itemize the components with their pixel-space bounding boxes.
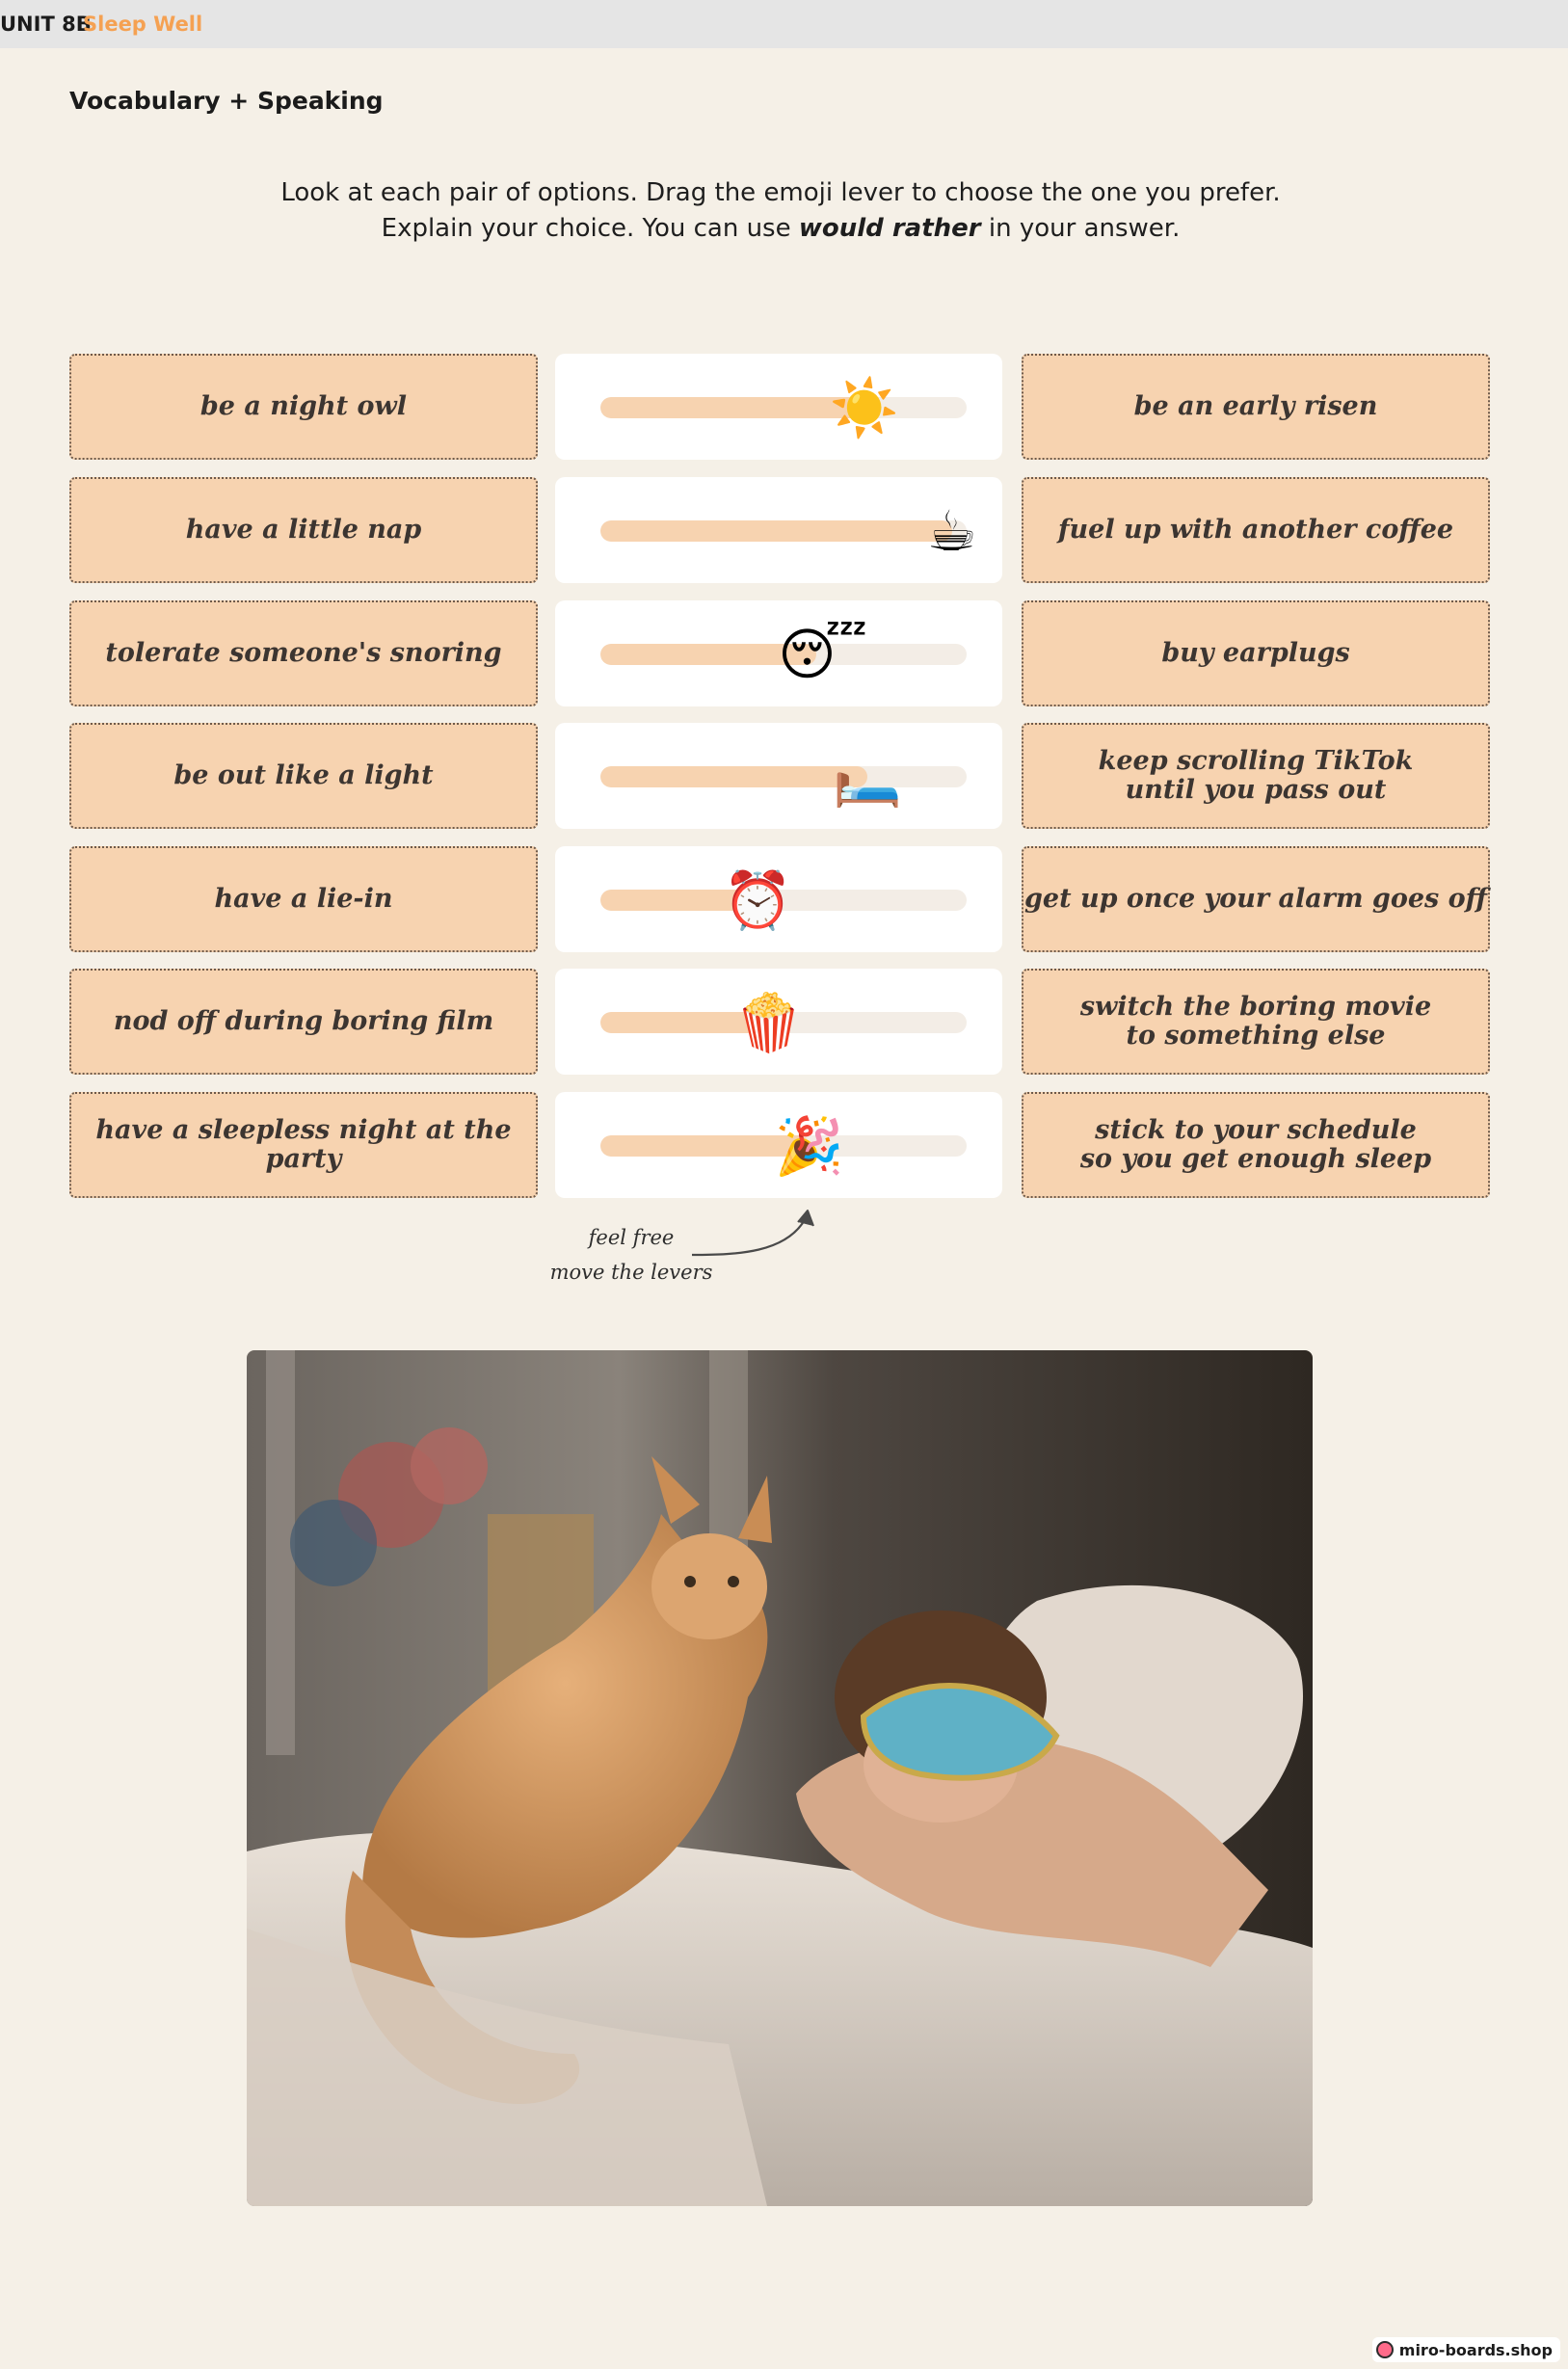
option-right-label: keep scrolling TikTok until you pass out — [1098, 746, 1414, 805]
emoji-lever[interactable] — [555, 1092, 1002, 1198]
instructions-text: Explain your choice. You can use — [381, 214, 799, 243]
coffee-icon[interactable]: ☕ — [926, 498, 977, 564]
curved-arrow-icon — [690, 1205, 815, 1263]
option-left-label: be out like a light — [173, 760, 434, 790]
option-left-label: tolerate someone's snoring — [105, 638, 502, 668]
option-left[interactable] — [69, 846, 538, 952]
lever-track[interactable] — [600, 397, 967, 418]
option-left[interactable] — [69, 969, 538, 1075]
hint-line-2: move the levers — [549, 1261, 713, 1284]
unit-label: UNIT 8B — [0, 13, 92, 36]
option-right-label: be an early risen — [1133, 391, 1378, 421]
hint-line-1: feel free — [588, 1226, 675, 1249]
brand-logo-icon — [1376, 2341, 1394, 2358]
instructions-text-end: in your answer. — [980, 214, 1181, 243]
option-right[interactable] — [1022, 477, 1490, 583]
emoji-lever[interactable] — [555, 600, 1002, 706]
option-right[interactable] — [1022, 969, 1490, 1075]
option-left-label: have a lie-in — [214, 884, 393, 914]
bed-icon[interactable]: 🛏️ — [833, 744, 903, 810]
option-right[interactable] — [1022, 723, 1490, 829]
section-title: Vocabulary + Speaking — [69, 87, 384, 115]
instructions-line-2 — [193, 211, 1369, 247]
unit-title: Sleep Well — [83, 13, 203, 36]
option-right-label: switch the boring movie to something else — [1079, 992, 1432, 1051]
emoji-lever[interactable] — [555, 846, 1002, 952]
option-left[interactable] — [69, 600, 538, 706]
option-right[interactable] — [1022, 1092, 1490, 1198]
lever-track[interactable] — [600, 766, 967, 787]
option-right[interactable] — [1022, 354, 1490, 460]
choice-row — [0, 354, 1568, 460]
sleeping-woman-with-cat-photo — [247, 1350, 1313, 2206]
choice-row — [0, 846, 1568, 952]
brand-label: miro-boards.shop — [1398, 2340, 1553, 2359]
option-left[interactable] — [69, 354, 538, 460]
emoji-lever[interactable] — [555, 969, 1002, 1075]
instructions-line-1: Look at each pair of options. Drag the emoji lever to choose the one you prefer. — [280, 178, 1281, 207]
option-left-label: have a sleepless night at the party — [95, 1115, 512, 1174]
party-popper-icon[interactable]: 🎉 — [774, 1113, 844, 1179]
sleeping-face-icon[interactable]: 😴 — [778, 622, 868, 687]
alarm-clock-icon[interactable]: ⏰ — [723, 867, 793, 933]
choice-row — [0, 1092, 1568, 1198]
option-left-label: have a little nap — [185, 515, 422, 545]
option-left-label: nod off during boring film — [113, 1006, 494, 1036]
choice-row — [0, 600, 1568, 706]
option-left[interactable] — [69, 477, 538, 583]
choice-row — [0, 477, 1568, 583]
emoji-lever[interactable] — [555, 723, 1002, 829]
emoji-lever[interactable] — [555, 477, 1002, 583]
option-right-label: stick to your schedule so you get enough sleep — [1079, 1115, 1432, 1174]
popcorn-icon[interactable]: 🍿 — [733, 990, 804, 1055]
choice-row — [0, 969, 1568, 1075]
lever-fill — [600, 520, 952, 542]
instructions — [193, 175, 1369, 247]
sun-icon[interactable]: ☀️ — [829, 375, 899, 440]
option-right-label: buy earplugs — [1161, 638, 1350, 668]
option-right[interactable] — [1022, 846, 1490, 952]
instructions-emphasis: would rather — [798, 214, 981, 243]
choice-row — [0, 723, 1568, 829]
option-right[interactable] — [1022, 600, 1490, 706]
lever-fill — [600, 766, 867, 787]
lever-track[interactable] — [600, 520, 967, 542]
option-right-label: get up once your alarm goes off — [1024, 884, 1487, 914]
lever-fill — [600, 397, 864, 418]
photo-illustration — [247, 1350, 1313, 2206]
option-right-label: fuel up with another coffee — [1057, 515, 1454, 545]
option-left[interactable] — [69, 1092, 538, 1198]
top-bar — [0, 0, 1568, 48]
option-left-label: be a night owl — [199, 391, 408, 421]
brand-badge[interactable] — [1372, 2337, 1560, 2362]
option-left[interactable] — [69, 723, 538, 829]
emoji-lever[interactable] — [555, 354, 1002, 460]
